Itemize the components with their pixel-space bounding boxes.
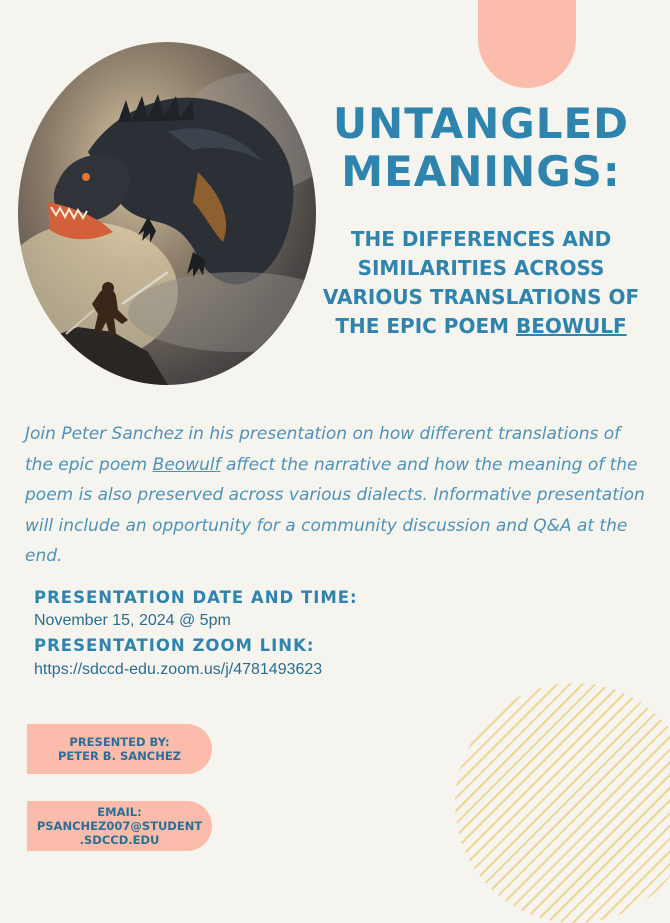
zoom-heading: PRESENTATION ZOOM LINK: — [34, 636, 315, 655]
event-title — [300, 100, 662, 196]
pink-decorative-shape — [478, 0, 576, 88]
zoom-link[interactable]: https://sdccd-edu.zoom.us/j/4781493623 — [34, 661, 323, 678]
email-line-2[interactable]: .SDCCD.EDU — [79, 833, 160, 847]
presenter-label: PRESENTED BY: — [69, 735, 170, 749]
description-part-1: Join Peter Sanchez in his presentation on how different translations of the epic poem — [25, 424, 621, 475]
email-badge — [27, 801, 212, 851]
email-line-1[interactable]: PSANCHEZ007@STUDENT — [36, 819, 203, 833]
beowulf-title: BEOWULF — [515, 314, 627, 338]
subtitle-line-3: VARIOUS TRANSLATIONS OF — [322, 285, 640, 309]
description-beowulf: Beowulf — [152, 454, 221, 475]
subtitle-line-4 — [300, 312, 662, 341]
subtitle-line-4-prefix: THE EPIC POEM — [335, 314, 510, 338]
title-line-1: UNTANGLED — [332, 99, 630, 148]
subtitle-line-2: SIMILARITIES ACROSS — [357, 256, 605, 280]
striped-decorative-circle — [455, 683, 670, 923]
subtitle-line-1: THE DIFFERENCES AND — [350, 227, 612, 251]
date-value: November 15, 2024 @ 5pm — [34, 612, 231, 629]
dragon-warrior-illustration — [18, 42, 316, 385]
event-description — [25, 419, 645, 572]
title-line-2: MEANINGS: — [341, 147, 621, 196]
event-subtitle — [300, 225, 662, 341]
date-heading: PRESENTATION DATE AND TIME: — [34, 588, 358, 607]
email-label: EMAIL: — [97, 805, 142, 819]
presenter-badge — [27, 724, 212, 774]
description-part-2: affect the narrative and how the meaning of the poem is also preserved across various dialects. Informative presentation will include an opportunity for a community discussion and Q&A at the end. — [25, 454, 645, 566]
presenter-name: PETER B. SANCHEZ — [57, 749, 182, 763]
